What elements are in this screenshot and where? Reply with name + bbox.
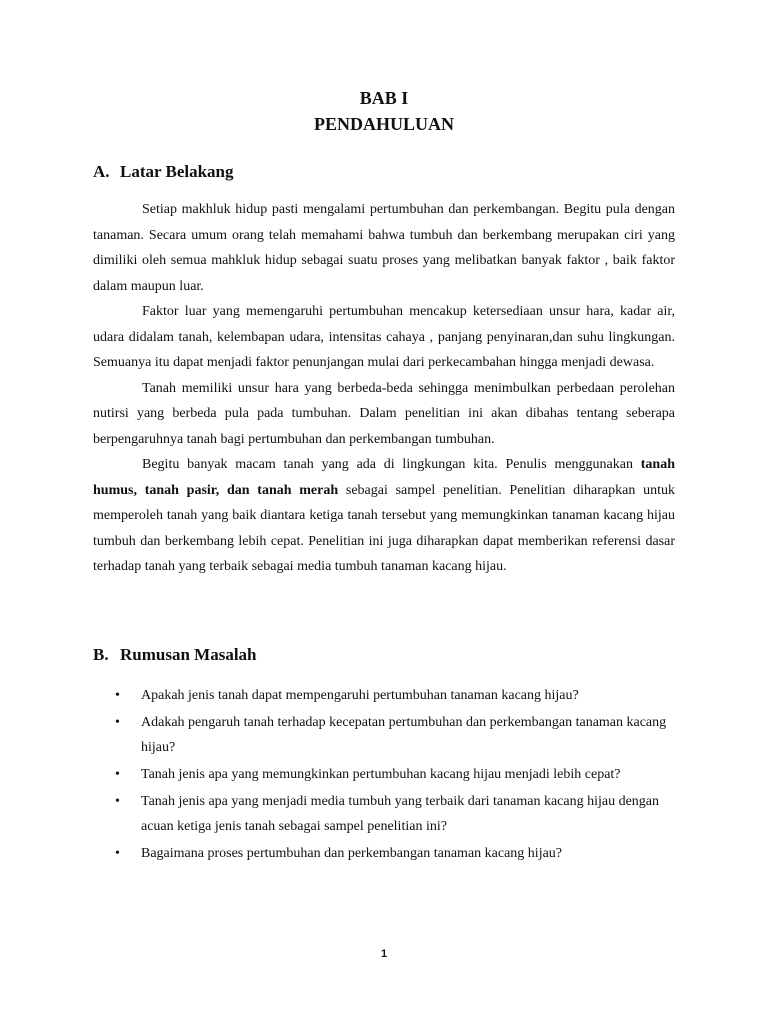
latar-belakang-body xyxy=(93,197,675,580)
paragraph-text: sebagai sampel penelitian. Penelitian diharapkan untuk memperoleh tanah yang baik diantara ketiga tanah tersebut yang memungkinkan tanaman kacang hijau tumbuh dan berkembang lebih cepat. Penelitian ini juga diharapkan dapat memberikan referensi dasar terhadap tanah yang terbaik sebagai media tumbuh tanaman kacang hijau. xyxy=(93,482,675,574)
paragraph: Tanah memiliki unsur hara yang berbeda-beda sehingga menimbulkan perbedaan perolehan nutirsi yang berbeda pula pada tumbuhan. Dalam penelitian ini akan dibahas tentang seberapa berpengaruhnya tanah bagi pertumbuhan dan perkembangan tumbuhan. xyxy=(93,380,675,447)
research-questions-list xyxy=(93,683,675,868)
bullet-icon: • xyxy=(115,794,120,809)
bullet-icon: • xyxy=(115,767,120,782)
bullet-icon: • xyxy=(115,846,120,861)
section-heading-latar-belakang xyxy=(93,162,234,182)
list-item-text: Apakah jenis tanah dapat mempengaruhi pertumbuhan tanaman kacang hijau? xyxy=(141,688,579,703)
list-item-text: Bagaimana proses pertumbuhan dan perkembangan tanaman kacang hijau? xyxy=(141,846,563,861)
chapter-number: BAB I xyxy=(359,88,409,108)
section-letter: A. xyxy=(93,162,110,181)
list-item-text: Adakah pengaruh tanah terhadap kecepatan pertumbuhan dan perkembangan tanaman kacang hijau? xyxy=(141,715,667,755)
list-item xyxy=(93,762,675,787)
list-item xyxy=(93,710,675,760)
bullet-icon: • xyxy=(115,715,120,730)
page-number: 1 xyxy=(380,948,388,960)
chapter-title: PENDAHULUAN xyxy=(313,114,454,134)
paragraph-text: Begitu banyak macam tanah yang ada di lingkungan kita. Penulis menggunakan xyxy=(142,457,641,472)
paragraph xyxy=(93,452,675,580)
paragraph: Faktor luar yang memengaruhi pertumbuhan mencakup ketersediaan unsur hara, kadar air, udara didalam tanah, kelembapan udara, intensitas cahaya , panjang penyinaran,dan suhu lingkungan. Semuanya itu dapat menjadi faktor penunjangan mulai dari perkecambahan hingga menjadi dewasa. xyxy=(93,304,675,370)
paragraph: Setiap makhluk hidup pasti mengalami pertumbuhan dan perkembangan. Begitu pula dengan tanaman. Secara umum orang telah memahami bahwa tumbuh dan berkembang merupakan ciri yang dimiliki oleh semua mahkluk hidup sebagai suatu proses yang melibatkan banyak faktor , baik faktor dalam maupun luar. xyxy=(93,202,675,294)
section-heading-rumusan-masalah xyxy=(93,645,257,665)
bullet-icon: • xyxy=(115,688,120,703)
section-letter: B. xyxy=(93,645,109,664)
list-item xyxy=(93,789,675,839)
bold-soil-types: tanah humus, tanah pasir, dan tanah merah xyxy=(93,457,675,498)
list-item-text: Tanah jenis apa yang menjadi media tumbuh yang terbaik dari tanaman kacang hijau dengan acuan ketiga jenis tanah sebagai sampel penelitian ini? xyxy=(141,794,659,834)
list-item-text: Tanah jenis apa yang memungkinkan pertumbuhan kacang hijau menjadi lebih cepat? xyxy=(141,767,621,782)
list-item xyxy=(93,841,675,866)
list-item xyxy=(93,683,675,708)
section-title: Latar Belakang xyxy=(120,162,234,181)
section-title: Rumusan Masalah xyxy=(120,645,257,664)
